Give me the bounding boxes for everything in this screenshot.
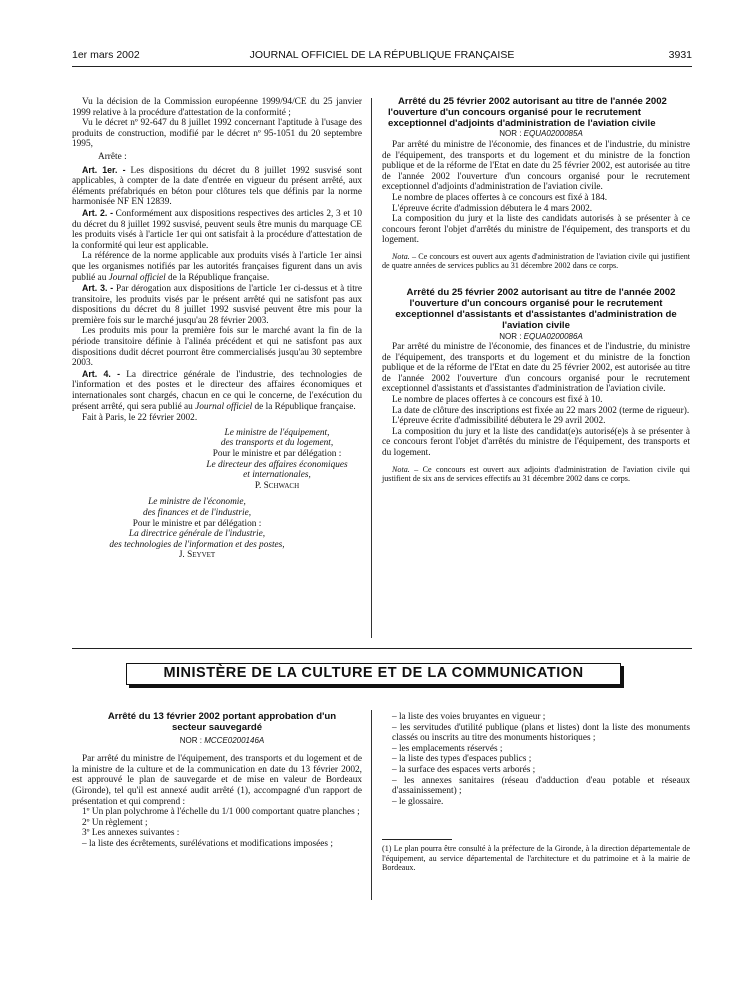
list-item: – le glossaire. — [392, 796, 444, 807]
list-item: 3º Les annexes suivantes : — [82, 828, 180, 839]
signature-block-1: Le ministre de l'équipement, des transports et du logement, Pour le ministre et par délégation : Le directeur des affaires économiques et internationales, P. Schwach — [182, 428, 362, 492]
decree-title: Arrêté du 25 février 2002 autorisant au titre de l'année 2002 l'ouverture d'un concours organisé pour le recrutement exceptionnel d'assistants et d'assistantes d'administration de l'aviation civile — [395, 287, 677, 331]
footnote: (1) Le plan pourra être consulté à la préfecture de la Gironde, à la direction départementale de l'équipement, au service départemental de l'architecture et du patrimoine et à la mairie de Bordeaux. — [382, 844, 690, 872]
paragraph: Par arrêté du ministre de l'économie, des finances et de l'industrie, du ministre de l'équipement, des transports et du logement et du ministre de la fonction publique et de la réforme de l'Etat en date du 25 février 2002, est autorisée au titre de l'année 2002 l'ouverture d'un concours organisé pour le recrutement exceptionnel d'assistants et d'assistantes d'administration de l'aviation civile. — [382, 342, 690, 395]
decree-title: Arrêté du 13 février 2002 portant approbation d'un secteur sauvegardé — [107, 711, 337, 733]
arrete-heading: Arrête : — [98, 151, 127, 162]
paragraph: La composition du jury et la liste des candidats autorisés à se présenter à ce concours feront l'objet d'arrêtés du ministre de l'équipement, des transports et du logement. — [382, 214, 690, 246]
section-rule — [72, 648, 692, 649]
article-1: Art. 1er. - Les dispositions du décret du 8 juillet 1992 susvisé sont applicables, à compter de la date d'entrée en vigueur du présent arrêté, aux éléments préfabriqués en béton pour clôtures tels que définis par la norme harmonisée NF EN 12839. — [72, 164, 362, 208]
header-rule — [72, 66, 692, 67]
article-4: Art. 4. - La directrice générale de l'industrie, des technologies de l'information et des postes et le directeur des affaires économiques et internationales sont chargés, chacun en ce qui le concerne, de l'exécution du présent arrêté, qui sera publié au Journal officiel de la République française. — [72, 368, 363, 412]
left-column-bottom — [72, 712, 362, 850]
list-item: 1º Un plan polychrome à l'échelle du 1/1 000 comportant quatre planches ; — [82, 807, 360, 818]
article-2: Art. 2. - Conformément aux dispositions respectives des articles 2, 3 et 10 du décret du 8 juillet 1992 susvisé, peuvent seuls être munis du marquage CE les produits visés à l'article 1er qui ont satisfait à la procédure d'attestation de la conformité qui leur est applicable. — [72, 207, 362, 251]
right-column-top — [382, 97, 690, 483]
paragraph: Par arrêté du ministre de l'économie, des finances et de l'industrie, du ministre de l'équipement, des transports et du logement et du ministre de la fonction publique et de la réforme de l'Etat en date du 25 février 2002, est autorisée au titre de l'année 2002 l'ouverture d'un concours organisé pour le recrutement exceptionnel d'adjoints d'administration de l'aviation civile. — [382, 139, 690, 193]
paragraph: La référence de la norme applicable aux produits visés à l'article 1er ainsi que les organismes notifiés par les autorités françaises figurent dans un avis publié au Journal officiel de la République française. — [72, 251, 362, 283]
paragraph: Le nombre de places offertes à ce concours est fixé à 10. — [392, 395, 603, 406]
nor-reference: NOR : EQUA0200086A — [499, 331, 583, 341]
list-item: – la liste des types d'espaces publics ; — [392, 754, 532, 765]
list-item: – les emplacements réservés ; — [392, 743, 503, 754]
column-divider — [371, 98, 372, 638]
paragraph: Par arrêté du ministre de l'équipement, des transports et du logement et de la ministre de la culture et de la communication en date du 13 février 2002, est approuvé le plan de sauvegarde et de mise en valeur de Bordeaux (Gironde), tel qu'il est annexé audit arrêté (1), accompagné d'un rapport de présentation et qui comprend : — [72, 754, 362, 807]
nota: Nota. – Ce concours est ouvert aux agents d'administration de l'aviation civile qui justifient de quatre années de services publics au 31 décembre 2002 dans ce corps. — [382, 251, 690, 271]
ministry-banner: MINISTÈRE DE LA CULTURE ET DE LA COMMUNICATION — [126, 663, 621, 685]
signatory-name: P. Schwach — [254, 480, 300, 491]
nor-reference: NOR : EQUA0200085A — [499, 129, 583, 139]
column-divider — [371, 710, 372, 900]
nota: Nota. – Ce concours est ouvert aux adjoints d'administration de l'aviation civile qui justifient de six ans de services effectifs au 31 décembre 2002 dans ce corps. — [382, 464, 690, 483]
running-header — [72, 49, 692, 63]
paragraph: Le nombre de places offertes à ce concours est fixé à 184. — [392, 192, 608, 203]
list-item: – la liste des écrêtements, surélévations et modifications imposées ; — [82, 838, 333, 849]
list-item: – les servitudes d'utilité publique (plans et listes) dont la liste des monuments classés ou inscrits au titre des monuments historiques ; — [392, 722, 690, 744]
paragraph: La date de clôture des inscriptions est fixée au 22 mars 2002 (terme de rigueur). — [392, 405, 690, 416]
fait-a-paris: Fait à Paris, le 22 février 2002. — [82, 413, 198, 424]
list-item: 2º Un règlement ; — [82, 817, 148, 828]
paragraph: Vu le décret nº 92-647 du 8 juillet 1992 concernant l'aptitude à l'usage des produits de construction, modifié par le décret nº 95-1051 du 20 septembre 1995, — [72, 118, 362, 150]
paragraph: Les produits mis pour la première fois sur le marché avant la fin de la période transitoire définie à l'alinéa précédent et qui ne satisfont pas aux dispositions dudit décret pourront être commercialisés jusqu'au 30 septembre 2003. — [72, 326, 362, 369]
list-item: – les annexes sanitaires (réseau d'adduction d'eau potable et réseaux d'assainissement) ; — [392, 775, 690, 797]
list-item: – la liste des voies bruyantes en vigueur ; — [392, 712, 546, 722]
paragraph: La composition du jury et la liste des candidat(e)s autorisé(e)s à se présenter à ce concours feront l'objet d'arrêtés du ministre de l'équipement, des transports et du logement. — [382, 426, 690, 459]
right-column-bottom — [382, 712, 690, 872]
article-3: Art. 3. - Par dérogation aux dispositions de l'article 1er ci-dessus et à titre transitoire, les produits visés par le présent arrêté qui ne satisfont pas aux dispositions du décret du 8 juillet 1992 susvisé peuvent être mis pour la première fois sur le marché jusqu'au 28 février 2003. — [72, 283, 362, 326]
signature-block-2: Le ministre de l'économie, des finances et de l'industrie, Pour le ministre et par délégation : La directrice générale de l'industrie, des technologies de l'information et des postes, J. Seyvet — [72, 497, 312, 561]
decree-title: Arrêté du 25 février 2002 autorisant au titre de l'année 2002 l'ouverture d'un concours organisé pour le recrutement exceptionnel d'adjoints d'administration de l'aviation civile — [388, 96, 667, 129]
footnote-rule — [382, 839, 452, 840]
list-item: – la surface des espaces verts arborés ; — [392, 764, 536, 775]
signatory-name: J. Seyvet — [178, 550, 216, 561]
header-page-number: 3931 — [668, 49, 692, 61]
nor-reference: NOR : MCCE0200146A — [179, 735, 265, 745]
paragraph: Vu la décision de la Commission européenne 1999/94/CE du 25 janvier 1999 relative à la procédure d'attestation de la conformité ; — [72, 97, 362, 118]
left-column-top — [72, 97, 362, 561]
header-journal-title: JOURNAL OFFICIEL DE LA RÉPUBLIQUE FRANÇAISE — [249, 49, 515, 61]
header-date: 1er mars 2002 — [72, 49, 140, 61]
paragraph: L'épreuve écrite d'admission débutera le 4 mars 2002. — [392, 203, 593, 214]
paragraph: L'épreuve écrite d'admissibilité débutera le 29 avril 2002. — [392, 416, 606, 427]
